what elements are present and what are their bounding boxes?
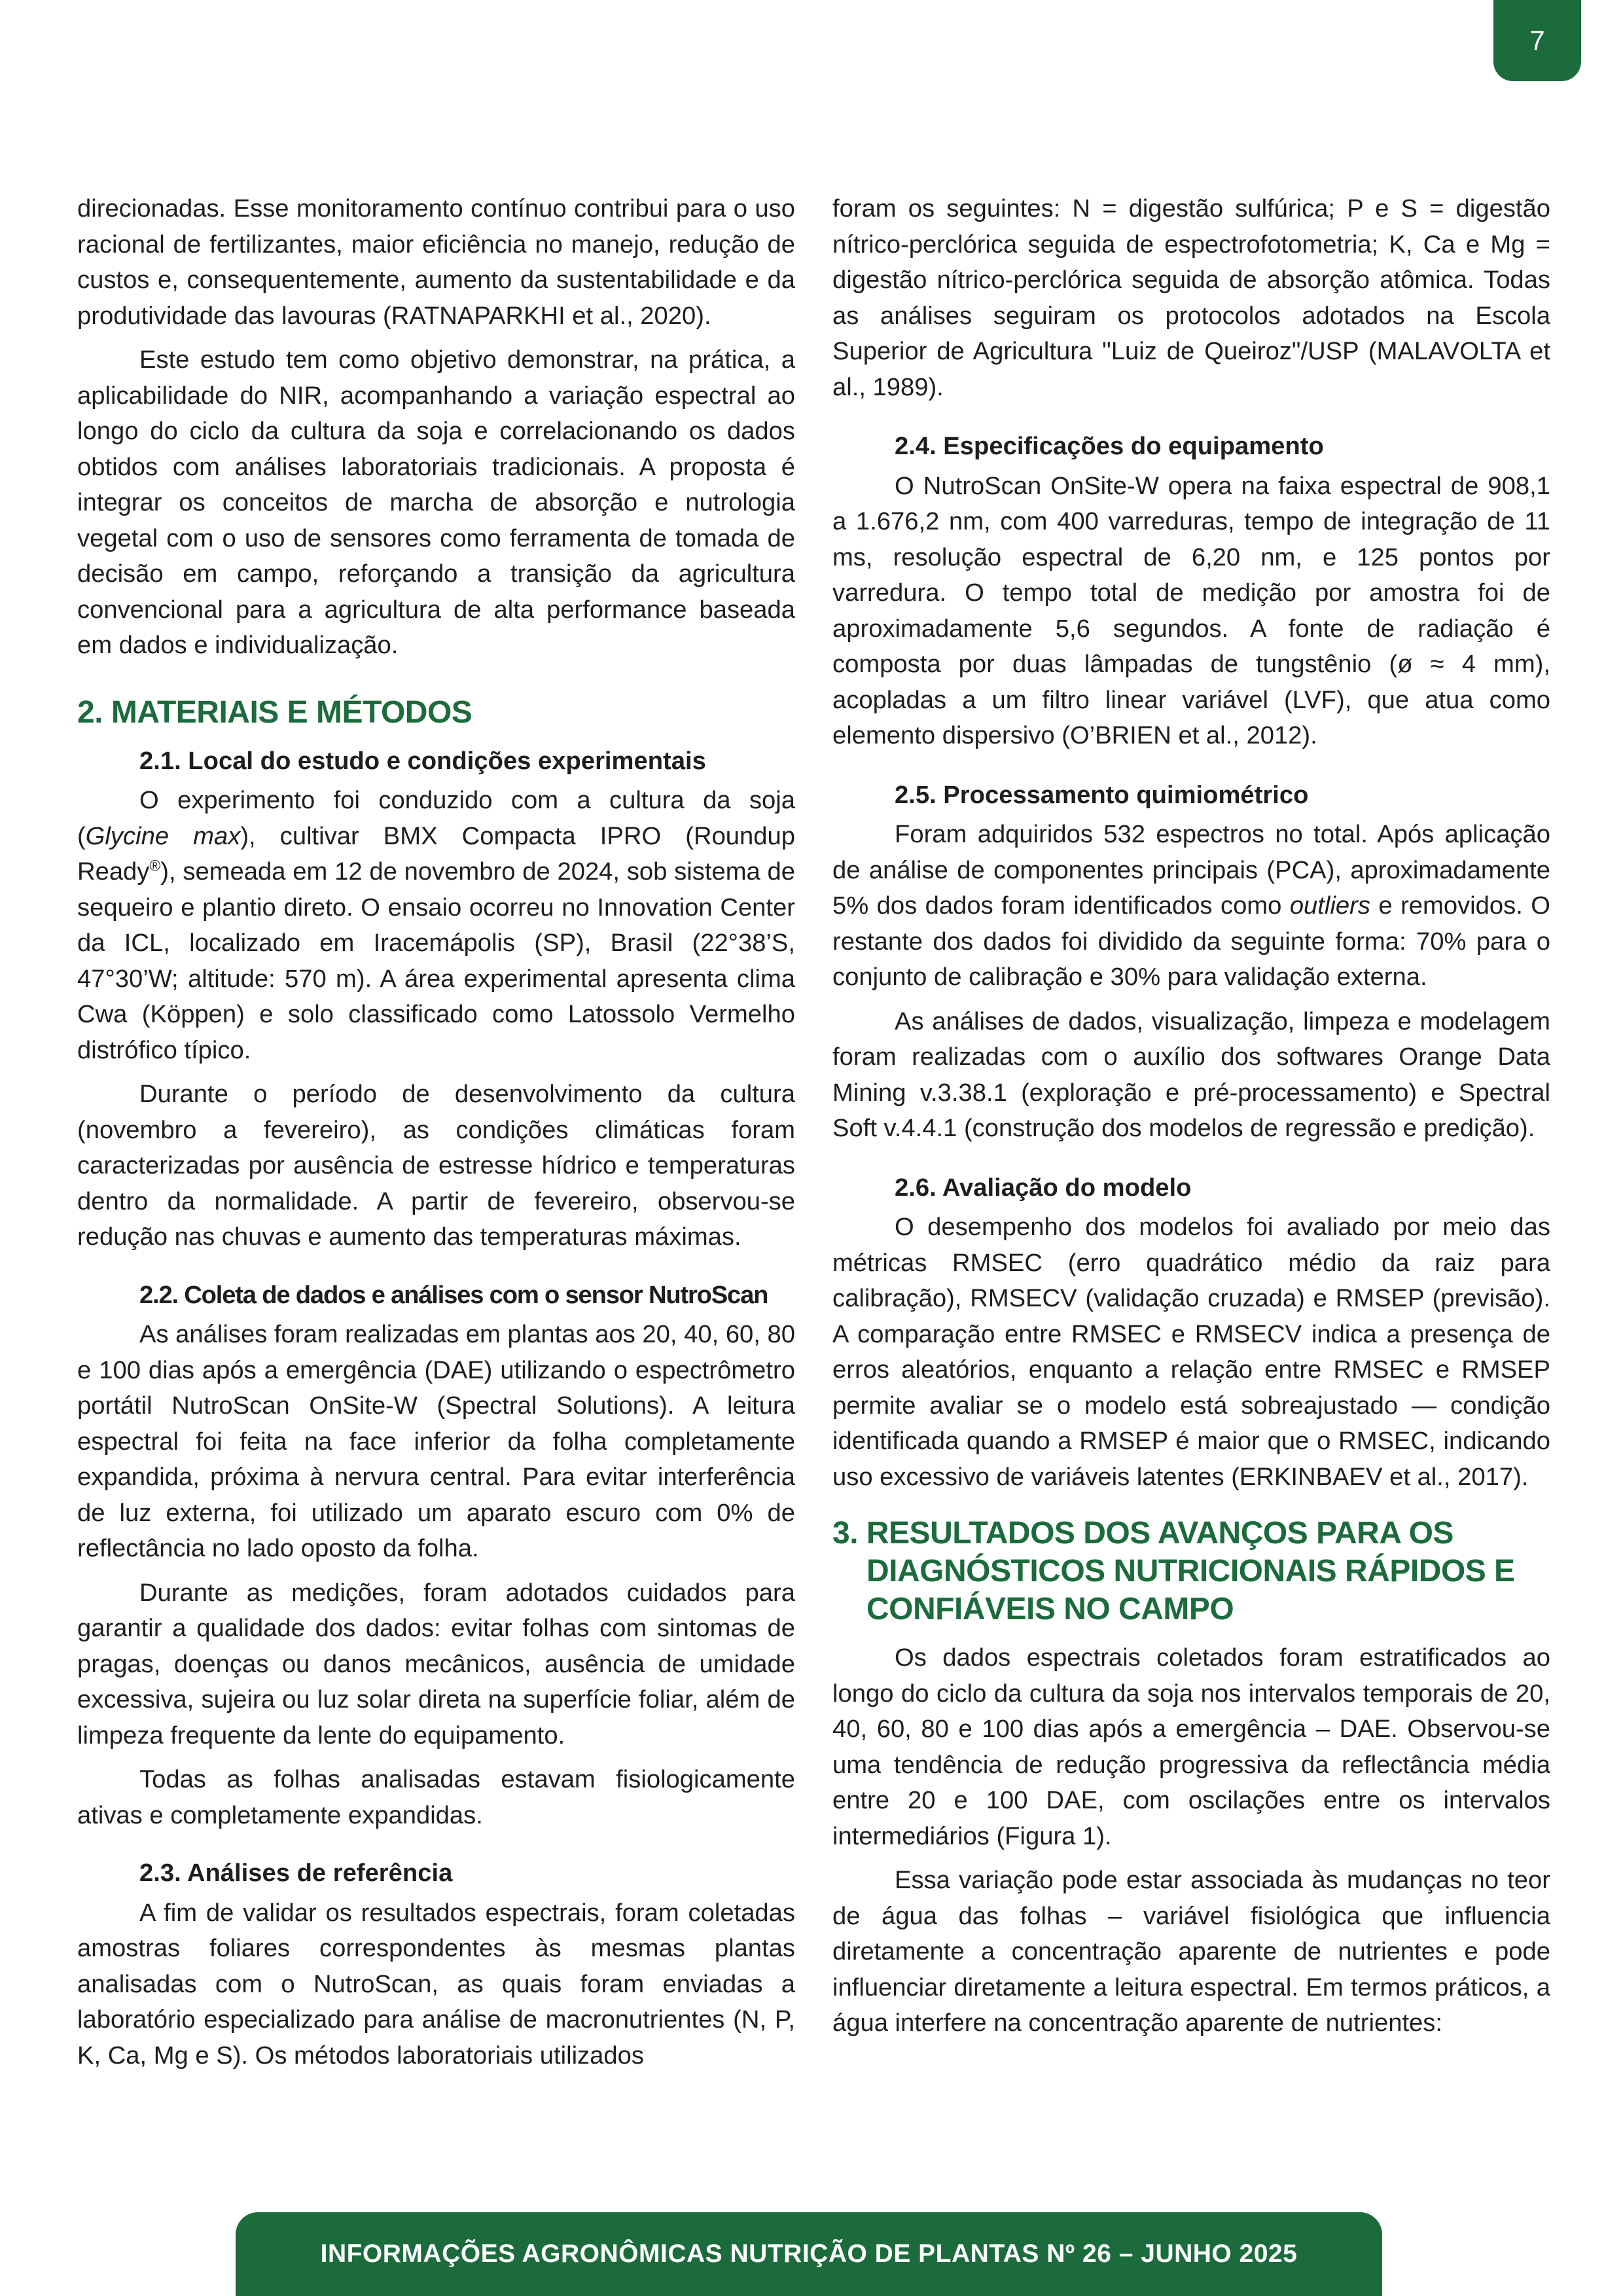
text-segment: e removidos. O restante dos dados foi dividido da seguinte forma: 70% para o conjunto de calibração e 30% para validação externa. (832, 891, 1550, 991)
section-3-paragraph-1: Os dados espectrais coletados foram estratificados ao longo do ciclo da cultura da soja nos intervalos temporais de 20, 40, 60, 80 e 100 dias após a emergência – DAE. Observou-se uma tendência de redução progressiva da reflectância média entre 20 e 100 DAE, com oscilações entre os intervalos intermediários (Figura 1). (832, 1643, 1550, 1850)
section-3-paragraph-2: Essa variação pode estar associada às mudanças no teor de água das folhas – variável fisiológica que influencia diretamente a concentração aparente de nutrientes e pode influenciar diretamente a leitura espectral. Em termos práticos, a água interfere na concentração aparente de nutrientes: (832, 1866, 1550, 2037)
subsection-2-2-paragraph-3: Todas as folhas analisadas estavam fisiologicamente ativas e completamente expandidas. (77, 1765, 795, 1829)
registered-mark: ® (149, 857, 161, 874)
footer-bar (236, 2212, 1382, 2296)
subsection-2-5-paragraph-1 (832, 817, 1550, 996)
subsection-2-4-heading: 2.4. Especificações do equipamento (895, 432, 1324, 460)
right-column (832, 191, 1550, 2050)
page-number-badge (1493, 0, 1581, 81)
subsection-2-4-paragraph-1: O NutroScan OnSite-W opera na faixa espectral de 908,1 a 1.676,2 nm, com 400 varreduras, tempo de integração de 11 ms, resolução espectral de 6,20 nm, e 125 pontos por varredura. O tempo total de medição por amostra foi de aproximadamente 5,6 segundos. A fonte de radiação é composta por duas lâmpadas de tungstênio (ø ≈ 4 mm), acopladas a um filtro linear variável (LVF), que atua como elemento dispersivo (O’BRIEN et al., 2012). (832, 471, 1550, 749)
intro-paragraph-continued: direcionadas. Esse monitoramento contínuo contribui para o uso racional de fertilizantes, maior eficiência no manejo, redução de custos e, consequentemente, aumento da sustentabilidade e da produtividade das lavouras (RATNAPARKHI et al., 2020). (77, 194, 795, 330)
subsection-2-3-heading: 2.3. Análises de referência (139, 1859, 453, 1887)
page-number: 7 (1529, 25, 1545, 56)
intro-paragraph-objective: Este estudo tem como objetivo demonstrar, na prática, a aplicabilidade do NIR, acompanhando a variação espectral ao longo do ciclo da cultura da soja e correlacionando os dados obtidos com análises laboratoriais tradicionais. A proposta é integrar os conceitos de marcha de absorção e nutrologia vegetal com o uso de sensores como ferramenta de tomada de decisão em campo, reforçando a transição da agricultura convencional para a agricultura de alta performance baseada em dados e individualização. (77, 346, 795, 659)
subsection-2-2-paragraph-1: As análises foram realizadas em plantas aos 20, 40, 60, 80 e 100 dias após a emergência (DAE) utilizando o espectrômetro portátil NutroScan OnSite-W (Spectral Solutions). A leitura espectral foi feita na face inferior da folha completamente expandida, próxima à nervura central. Para evitar interferência de luz externa, foi utilizado um aparato escuro com 0% de reflectância no lado oposto da folha. (77, 1320, 795, 1562)
section-3-heading: 3. RESULTADOS DOS AVANÇOS PARA OS DIAGNÓSTICOS NUTRICIONAIS RÁPIDOS E CONFIÁVEIS NO CAMPO (832, 1516, 1515, 1626)
footer-title: INFORMAÇÕES AGRONÔMICAS NUTRIÇÃO DE PLANTAS Nº 26 – JUNHO 2025 (320, 2240, 1298, 2268)
subsection-2-1-paragraph-1 (77, 783, 795, 1068)
text-segment: ), cultivar BMX Compacta IPRO (Roundup Ready (77, 821, 796, 886)
subsection-2-5-paragraph-2: As análises de dados, visualização, limpeza e modelagem foram realizadas com o auxílio dos softwares Orange Data Mining v.3.38.1 (exploração e pré-processamento) e Spectral Soft v.4.4.1 (construção dos modelos de regressão e predição). (832, 1007, 1550, 1142)
left-column (77, 191, 795, 2082)
subsection-2-1-paragraph-2: Durante o período de desenvolvimento da cultura (novembro a fevereiro), as condições climáticas foram caracterizadas por ausência de estresse hídrico e temperaturas dentro da normalidade. A partir de fevereiro, observou-se redução nas chuvas e aumento das temperaturas máximas. (77, 1080, 795, 1251)
text-segment: ), semeada em 12 de novembro de 2024, sob sistema de sequeiro e plantio direto. O ensaio ocorreu no Innovation Center da ICL, localizado em Iracemápolis (SP), Brasil (22°38’S, 47°30’W; altitude: 570 m). A área experimental apresenta clima Cwa (Köppen) e solo classificado como Latossolo Vermelho distrófico típico. (77, 857, 795, 1064)
text-segment: O experimento foi conduzido com a cultura da soja ( (77, 786, 795, 850)
outliers-term: outliers (1289, 891, 1370, 920)
reference-methods-paragraph-continued: foram os seguintes: N = digestão sulfúrica; P e S = digestão nítrico-perclórica seguida de espectrofotometria; K, Ca e Mg = digestão nítrico-perclórica seguida de absorção atômica. Todas as análises seguiram os protocolos adotados na Escola Superior de Agricultura "Luiz de Queiroz"/USP (MALAVOLTA et al., 1989). (832, 194, 1550, 401)
section-2-heading: 2. MATERIAIS E MÉTODOS (77, 694, 473, 730)
subsection-2-6-paragraph-1: O desempenho dos modelos foi avaliado por meio das métricas RMSEC (erro quadrático médio da raiz para calibração), RMSECV (validação cruzada) e RMSEP (previsão). A comparação entre RMSEC e RMSECV indica a presença de erros aleatórios, enquanto a relação entre RMSEC e RMSEP permite avaliar se o modelo está sobreajustado — condição identificada quando a RMSEP é maior que o RMSEC, indicando uso excessivo de variáveis latentes (ERKINBAEV et al., 2017). (832, 1213, 1550, 1491)
subsection-2-5-heading: 2.5. Processamento quimiométrico (895, 780, 1309, 809)
species-name: Glycine max (85, 821, 241, 850)
subsection-2-2-heading: 2.2. Coleta de dados e análises com o sensor NutroScan (139, 1280, 768, 1309)
subsection-2-6-heading: 2.6. Avaliação do modelo (895, 1173, 1192, 1202)
subsection-2-1-heading: 2.1. Local do estudo e condições experimentais (139, 746, 706, 775)
text-segment: Foram adquiridos 532 espectros no total. Após aplicação de análise de componentes principais (PCA), aproximadamente 5% dos dados foram identificados como (832, 820, 1550, 920)
subsection-2-2-paragraph-2: Durante as medições, foram adotados cuidados para garantir a qualidade dos dados: evitar folhas com sintomas de pragas, doenças ou danos mecânicos, ausência de umidade excessiva, sujeira ou luz solar direta na superfície foliar, além de limpeza frequente da lente do equipamento. (77, 1578, 795, 1749)
subsection-2-3-paragraph-1: A fim de validar os resultados espectrais, foram coletadas amostras foliares correspondentes às mesmas plantas analisadas com o NutroScan, as quais foram enviadas a laboratório especializado para análise de macronutrientes (N, P, K, Ca, Mg e S). Os métodos laboratoriais utilizados (77, 1898, 795, 2070)
